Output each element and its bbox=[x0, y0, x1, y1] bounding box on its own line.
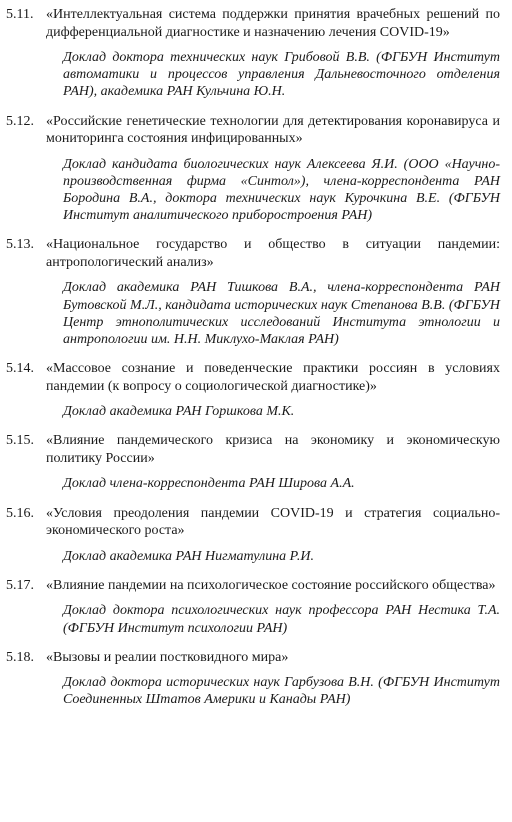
item-number: 5.11. bbox=[6, 7, 34, 22]
agenda-item-5-18 bbox=[6, 649, 500, 709]
agenda-item-5-11 bbox=[6, 6, 500, 101]
item-title: «Условия преодоления пандемии COVID-19 и стратегия социально-экономического роста» bbox=[46, 505, 500, 539]
item-title: «Влияние пандемического кризиса на экономику и экономическую политику России» bbox=[46, 433, 500, 466]
item-report: Доклад академика РАН Нигматулина Р.И. bbox=[63, 548, 314, 564]
agenda-item-5-16 bbox=[6, 505, 500, 565]
agenda-item-5-12 bbox=[6, 113, 500, 225]
agenda-item-5-14 bbox=[6, 360, 500, 420]
item-report: Доклад академика РАН Горшкова М.К. bbox=[63, 404, 295, 420]
item-title: «Массовое сознание и поведенческие практики россиян в условиях пандемии (к вопросу о социологической диагностике)» bbox=[46, 361, 500, 394]
item-number: 5.16. bbox=[6, 505, 34, 521]
item-number: 5.15. bbox=[6, 433, 34, 449]
item-title: «Российские генетические технологии для детектирования коронавируса и мониторинга состояния инфицированных» bbox=[46, 113, 500, 147]
item-number: 5.13. bbox=[6, 237, 34, 253]
item-report: Доклад академика РАН Тишкова В.А., члена-корреспондента РАН Бутовской М.Л., кандидата исторических наук Степанова В.В. (ФГБУН Центр этнополитических исследований Института этнологии и антропологии им. Н.Н. Миклухо-Маклая РАН) bbox=[63, 280, 500, 348]
item-report: Доклад кандидата биологических наук Алексеева Я.И. (ООО «Научно-производственная фирма «Синтол»), члена-корреспондента РАН Бородина В.А., доктора технических наук Курочкина В.Е. (ФГБУН Институт аналитического приборостроения РАН) bbox=[63, 156, 500, 224]
item-report: Доклад доктора исторических наук Гарбузова В.Н. (ФГБУН Институт Соединенных Штатов Америки и Канады РАН) bbox=[63, 675, 500, 708]
item-report: Доклад члена-корреспондента РАН Широва А.А. bbox=[63, 476, 355, 492]
item-number: 5.12. bbox=[6, 113, 34, 129]
item-number: 5.18. bbox=[6, 649, 34, 665]
item-title: «Влияние пандемии на психологическое состояние российского общества» bbox=[46, 577, 496, 593]
item-report: Доклад доктора психологических наук профессора РАН Нестика Т.А. (ФГБУН Институт психологии РАН) bbox=[63, 603, 500, 636]
item-number: 5.14. bbox=[6, 361, 34, 377]
item-number: 5.17. bbox=[6, 577, 34, 593]
agenda-item-5-17 bbox=[6, 577, 500, 637]
item-title: «Интеллектуальная система поддержки принятия врачебных решений по дифференциальной диагностике и назначению лечения COVID-19» bbox=[46, 7, 500, 40]
agenda-item-5-15 bbox=[6, 432, 500, 492]
item-title: «Вызовы и реалии постковидного мира» bbox=[46, 649, 289, 665]
item-title: «Национальное государство и общество в ситуации пандемии: антропологический анализ» bbox=[46, 237, 500, 270]
agenda-item-5-13 bbox=[6, 236, 500, 348]
item-report: Доклад доктора технических наук Грибовой В.В. (ФГБУН Институт автоматики и процессов управления Дальневосточного отделения РАН), академика РАН Кульчина Ю.Н. bbox=[63, 50, 500, 100]
